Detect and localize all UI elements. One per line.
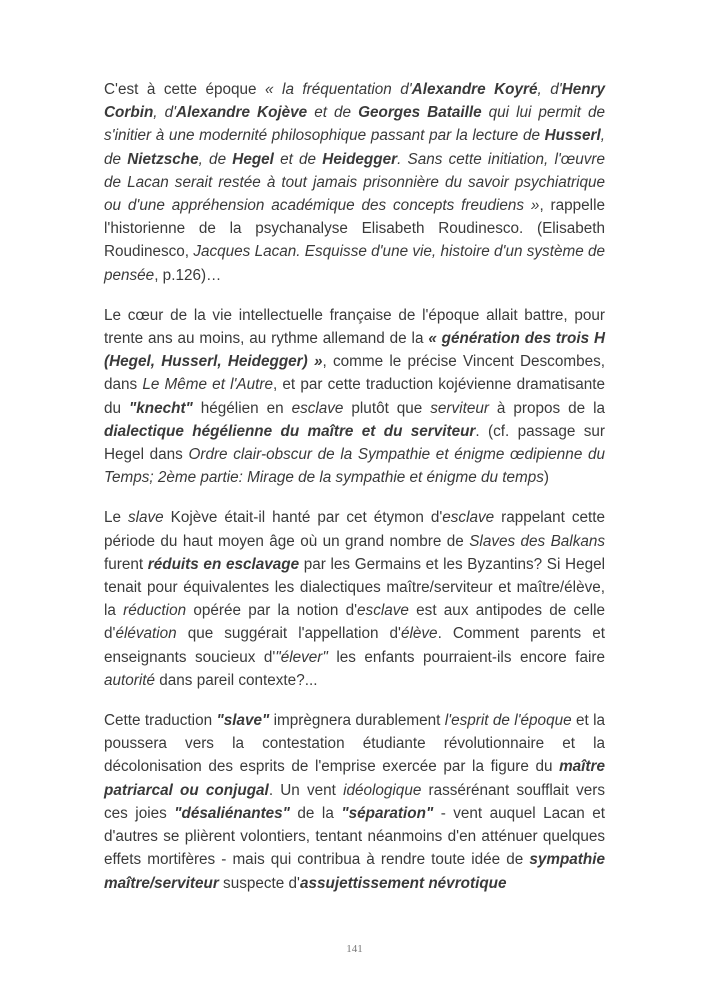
text-run: Hegel (232, 150, 274, 168)
text-run: - vent auquel Lacan et d'autres se plièrent volontiers, tentant néanmoins d'en atténuer quelques effets mortifères - mais qui contribua à rendre toute idée de (104, 804, 606, 869)
text-run: imprègnera durablement (269, 712, 445, 730)
text-run: , et par cette traduction kojévienne dramatisante du (104, 376, 606, 417)
text-run: élève (400, 625, 438, 643)
text-run: autorité (104, 671, 156, 689)
text-run: esclave (357, 602, 409, 620)
text-run: "élever" (275, 648, 328, 666)
text-run: Nietzsche (127, 150, 199, 168)
text-run: et de (307, 104, 359, 122)
text-run: "séparation" (341, 804, 434, 822)
text-run: Le cœur de la vie intellectuelle française de l'époque allait battre, pour trente ans au moins, au rythme allemand de la (104, 306, 605, 348)
text-run: « la fréquentation d' (265, 81, 412, 98)
text-run: . (cf. passage sur Hegel dans (104, 422, 605, 464)
text-run: , de (104, 127, 605, 168)
text-run: que suggérait l'appellation d' (176, 625, 401, 643)
text-run: réduction (123, 602, 187, 620)
text-run: est aux antipodes de celle d' (104, 602, 606, 643)
text-run: « génération des trois H (Hegel, Husserl, Heidegger) » (104, 330, 605, 371)
text-run: . Sans cette initiation, l'œuvre de Lacan serait restée à tout jamais prisonnière du savoir psychiatrique ou d'une appréhension académique des concepts freudiens » (104, 150, 605, 215)
text-run: les enfants pourraient-ils encore faire (327, 648, 605, 666)
paragraph-2 (104, 304, 605, 490)
text-run: Cette traduction (104, 712, 217, 730)
text-run: Henry Corbin (104, 81, 605, 122)
text-run: Jacques Lacan. Esquisse d'une vie, histoire d'un système de pensée (104, 243, 605, 284)
text-run: Husserl (544, 127, 601, 145)
text-run: "désaliénantes" (174, 804, 290, 822)
text-run: , d' (537, 81, 562, 98)
text-run: l'esprit de l'époque (444, 712, 572, 730)
text-run: dialectique hégélienne du maître et du serviteur (104, 422, 476, 440)
text-run: . Comment parents et enseignants soucieux d' (104, 625, 605, 666)
text-run: rappelant cette période du haut moyen âge où un grand nombre de (104, 509, 605, 550)
text-run: slave (127, 509, 164, 527)
text-run: , comme le précise Vincent Descombes, dans (104, 353, 605, 394)
text-run: esclave (291, 399, 344, 417)
text-run: furent (104, 555, 148, 573)
text-run: dans pareil contexte?... (155, 671, 318, 689)
text-run: "knecht" (128, 399, 193, 417)
text-run: esclave (442, 509, 495, 527)
text-run: C'est à cette époque (104, 81, 266, 98)
text-run: sympathie maître/serviteur (104, 851, 605, 892)
text-run: . Un vent (268, 781, 344, 799)
text-run: , rappelle l'historienne de la psychanalyse Elisabeth Roudinesco. (Elisabeth Roudinesco, (104, 197, 605, 261)
text-run: suspecte d' (218, 874, 300, 892)
text-run: assujettissement névrotique (299, 874, 507, 892)
paragraph-3 (104, 506, 605, 692)
text-run: "slave" (216, 712, 270, 730)
text-run: maître patriarcal ou conjugal (104, 758, 605, 799)
text-run: à propos de la (488, 399, 606, 417)
text-run: Heidegger (322, 150, 398, 168)
text-run: Kojève était-il hanté par cet étymon d' (163, 509, 443, 527)
text-run: Le Même et l'Autre (142, 376, 273, 394)
paragraph-4 (104, 709, 605, 895)
text-run: Alexandre Koyré (411, 81, 538, 98)
text-run: rassérénant soufflait vers ces joies (104, 781, 606, 822)
page-body (104, 78, 605, 912)
text-run: , d' (153, 104, 177, 122)
text-run: Ordre clair-obscur de la Sympathie et énigme œdipienne du Temps; 2ème partie: Mirage de la sympathie et énigme du temps (104, 446, 605, 487)
text-run: qui lui permit de s'initier à une modernité philosophique passant par la lecture de (104, 104, 605, 145)
text-run: plutôt que (343, 399, 431, 417)
paragraph-1 (104, 78, 605, 287)
text-run: , de (198, 150, 233, 168)
text-run: réduits en esclavage (147, 555, 300, 573)
text-run: Georges Bataille (358, 104, 482, 122)
text-run: de la (289, 804, 342, 822)
text-run: élévation (115, 625, 177, 643)
text-run: Alexandre Kojève (176, 104, 308, 122)
text-run: idéologique (343, 781, 422, 799)
text-run: opérée par la notion d' (186, 602, 358, 620)
text-run: ) (543, 469, 549, 487)
text-run: Slaves des Balkans (469, 532, 605, 550)
page-number: 141 (346, 943, 363, 955)
text-run: par les Germains et les Byzantins? Si Hegel tenait pour équivalentes les dialectiques maître/serviteur et maître/élève, la (104, 555, 605, 620)
text-run: Le (104, 509, 128, 527)
text-run: et la poussera vers la contestation étudiante révolutionnaire et la décolonisation des esprits de l'emprise exercée par la figure du (104, 712, 605, 776)
text-run: , p.126)… (154, 266, 222, 284)
text-run: serviteur (430, 399, 489, 417)
text-run: et de (273, 150, 323, 168)
text-run: hégélien en (192, 399, 292, 417)
